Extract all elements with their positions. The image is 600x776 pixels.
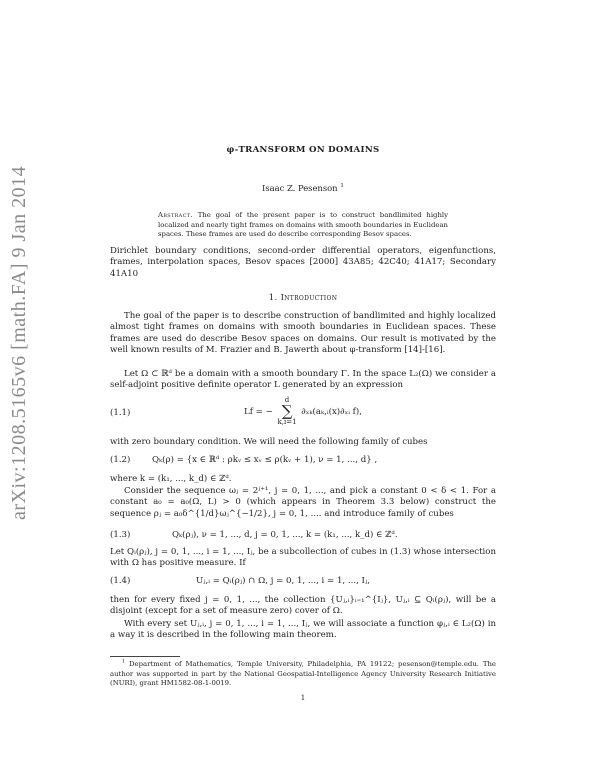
- arxiv-identifier-stamp: arXiv:1208.5165v6 [math.FA] 9 Jan 2014: [8, 165, 30, 520]
- equation-1-1: [110, 397, 496, 433]
- footnote-divider: [110, 656, 180, 657]
- page-number: 1: [300, 694, 306, 702]
- equation-1-1-rhs: ∂ₓₖ(aₖ,ᵢ(x)∂ₓᵢ f),: [301, 407, 362, 417]
- paragraph-subcollection: Let Qᵢ(ρⱼ), j = 0, 1, ..., i = 1, ..., Iⱼ, be a subcollection of cubes in (1.3) whose intersection with Ω has positive measure. If: [110, 547, 496, 569]
- author-line: [110, 183, 496, 194]
- paragraph-disjoint-cover: then for every fixed j = 0, 1, ..., the collection {Uⱼ,ᵢ}ᵢ₌₁^{Iⱼ}, Uⱼ,ᵢ ⊆ Qᵢ(ρⱼ), will be a disjoint (except for a set of measure zero) cover of Ω.: [110, 595, 496, 617]
- abstract: [158, 211, 448, 240]
- footnote: [110, 660, 496, 689]
- equation-1-3: [110, 530, 496, 544]
- paragraph-domain: Let Ω ⊂ ℝᵈ be a domain with a smooth boundary Γ. In the space L₂(Ω) we consider a self-adjoint positive definite operator L generated by an expression: [110, 369, 496, 391]
- equation-1-4-label: (1.4): [110, 576, 131, 586]
- abstract-label: Abstract.: [158, 211, 193, 219]
- author-name: Isaac Z. Pesenson: [262, 183, 338, 193]
- equation-1-1-label: (1.1): [110, 408, 131, 418]
- equation-1-2: [110, 455, 496, 469]
- paragraph-goal: The goal of the paper is to describe construction of bandlimited and highly localized almost tight frames on domains with smooth boundaries in Euclidean spaces. These frames are used do describe Besov spaces on domains. Our result is motivated by the well known results of M. Frazier and B. Jawerth about φ-transform [14]-[16].: [110, 311, 496, 356]
- footnote-mark: 1: [122, 659, 126, 665]
- equation-1-3-body: Qₖ(ρⱼ), ν = 1, ..., d, j = 0, 1, ..., k = (k₁, ..., k_d) ∈ ℤᵈ.: [172, 530, 398, 540]
- summation-lower-limit: k,i=1: [277, 418, 297, 426]
- abstract-text: The goal of the present paper is to construct bandlimited highly localized and nearly tight frames on domains with smooth boundaries in Euclidean spaces. These frames are used do describe corresponding Besov spaces.: [158, 211, 448, 239]
- equation-1-4-body: Uⱼ,ᵢ = Qᵢ(ρⱼ) ∩ Ω, j = 0, 1, ..., i = 1, ..., Iⱼ,: [196, 576, 370, 586]
- equation-1-2-label: (1.2): [110, 455, 131, 465]
- paragraph-cubes-intro: with zero boundary condition. We will need the following family of cubes: [110, 437, 428, 447]
- equation-1-2-body: Qₖ(ρ) = {x ∈ ℝᵈ : ρkᵥ ≤ xᵥ ≤ ρ(kᵥ + 1), ν = 1, ..., d} ,: [152, 455, 378, 465]
- keywords: Dirichlet boundary conditions, second-order differential operators, eigenfunctions, frames, interpolation spaces, Besov spaces [2000] 43A85; 42C40; 41A17; Secondary 41A10: [110, 246, 496, 279]
- sigma-icon: ∑: [281, 402, 293, 420]
- equation-1-3-label: (1.3): [110, 530, 131, 540]
- summation-symbol: [278, 397, 297, 426]
- author-footnote-mark: 1: [340, 183, 344, 190]
- summation-upper-limit: d: [284, 396, 290, 404]
- footnote-text: Department of Mathematics, Temple University, Philadelphia, PA 19122; pesenson@temple.edu. The author was supported in part by the National Geospatial-Intelligence Agency University Research Initiative (NURI), grant HM1582-08-1-0019.: [110, 660, 496, 688]
- equation-1-4: [110, 576, 496, 590]
- equation-1-1-body: [110, 397, 496, 426]
- paragraph-where-k: where k = (k₁, ..., k_d) ∈ ℤᵈ.: [110, 474, 232, 484]
- section-heading-introduction: 1. Introduction: [268, 293, 338, 303]
- equation-1-1-lhs: Lf = −: [244, 407, 273, 417]
- paragraph-sequence: Consider the sequence ωⱼ = 2ʲ⁺¹, j = 0, 1, ..., and pick a constant 0 < δ < 1. For a constant a₀ = a₀(Ω, L) > 0 (which appears in Theorem 3.3 below) construct the sequence ρⱼ = a₀δ^{1/d}ωⱼ^{−1/2}, j = 0, 1, .... and introduce family of cubes: [110, 486, 496, 519]
- paper-title: φ-TRANSFORM ON DOMAINS: [226, 145, 380, 155]
- paragraph-associate: With every set Uⱼ,ᵢ, j = 0, 1, ..., i = 1, ..., Iⱼ, we will associate a function φⱼ,ᵢ ∈ L₂(Ω) in a way it is described in the following main theorem.: [110, 619, 496, 641]
